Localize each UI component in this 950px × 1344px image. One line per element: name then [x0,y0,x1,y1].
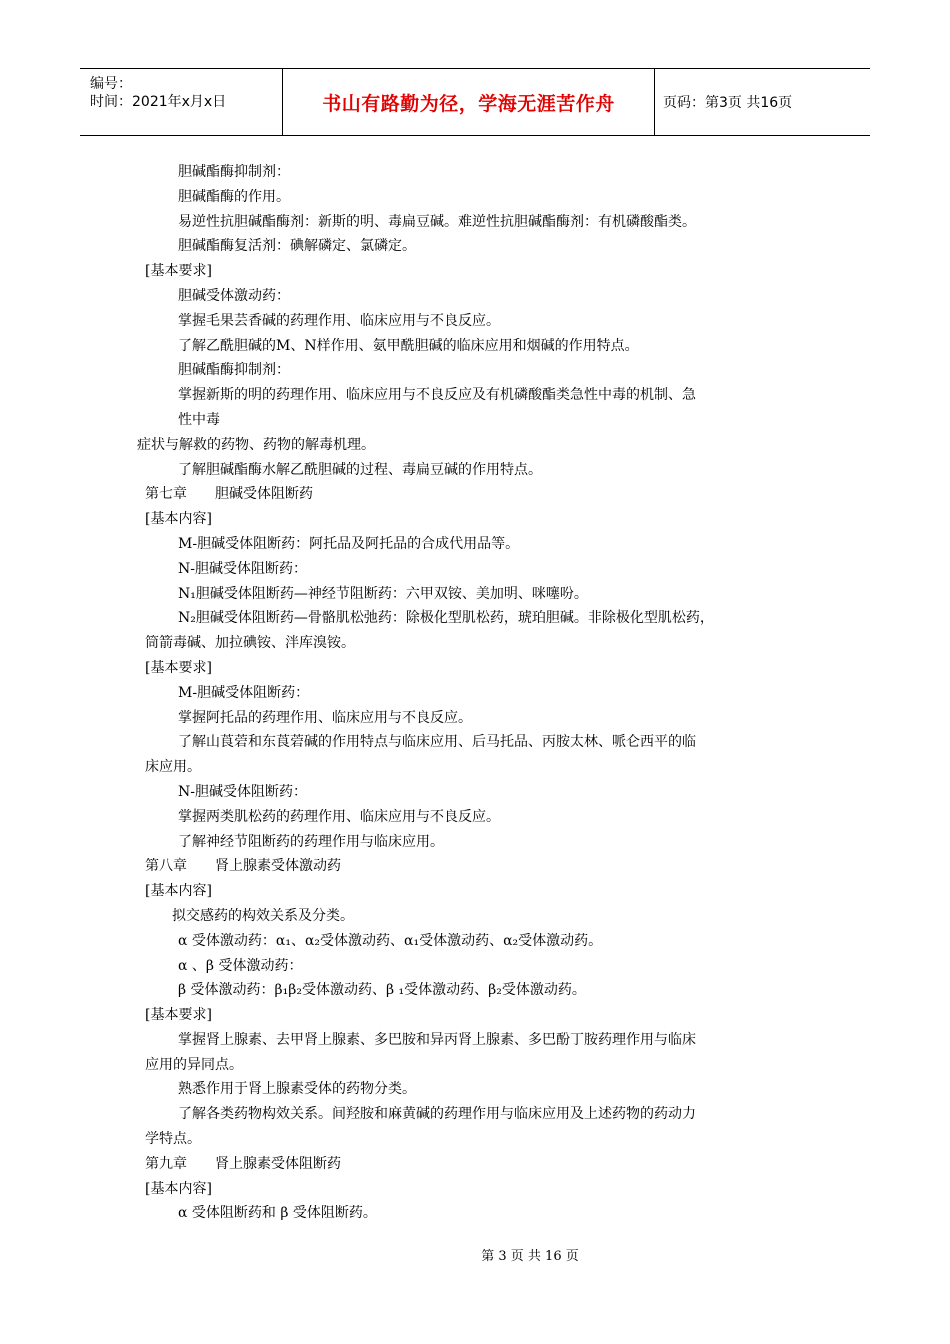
body-line: 床应用。 [145,759,201,776]
section-label: [基本内容] [145,511,212,528]
chapter-heading [145,482,825,507]
body-line: 掌握阿托品的药理作用、临床应用与不良反应。 [178,709,472,726]
body-line: 胆碱酯酶抑制剂： [178,164,290,180]
body-line: 性中毒 [178,411,220,428]
chapter-title: 胆碱受体阻断药 [215,486,313,503]
document-body [137,160,825,1226]
section-label: [基本内容] [145,1180,212,1197]
body-line: M-胆碱受体阻断药： [178,684,310,701]
chapter-number: 第九章 [145,1155,187,1172]
body-line: 胆碱受体激动药： [178,287,290,304]
number-label: 编号： [90,76,132,92]
body-line: α 受体激动药：α₁、α₂受体激动药、α₁受体激动药、α₂受体激动药。 [178,932,603,949]
body-line: N₂胆碱受体阻断药—骨骼肌松弛药：除极化型肌松药，琥珀胆碱。非除极化型肌松药， [178,610,714,627]
section-label: [基本要求] [145,263,212,280]
section-label: [基本要求] [145,1007,212,1024]
body-line: 筒箭毒碱、加拉碘铵、泮库溴铵。 [145,635,355,652]
body-line: 掌握两类肌松药的药理作用、临床应用与不良反应。 [178,808,500,825]
body-line: 学特点。 [145,1131,201,1148]
body-line: β 受体激动药：β₁β₂受体激动药、β ₁受体激动药、β₂受体激动药。 [178,982,586,999]
page-footer [0,1245,950,1264]
page-header [80,68,870,136]
chapter-heading [145,1152,825,1177]
body-line: 掌握肾上腺素、去甲肾上腺素、多巴胺和异丙肾上腺素、多巴酚丁胺药理作用与临床 [178,1031,696,1048]
header-motto-cell [283,69,655,135]
header-meta [80,69,283,135]
body-line: 了解各类药物构效关系。间羟胺和麻黄碱的药理作用与临床应用及上述药物的药动力 [178,1106,696,1123]
date-label: 时间：2021年x月x日 [90,94,227,110]
section-label: [基本要求] [145,659,212,676]
body-line: α 、β 受体激动药： [178,957,303,974]
body-line: N-胆碱受体阻断药： [178,783,307,800]
body-line: 了解神经节阻断药的药理作用与临床应用。 [178,833,444,850]
section-label: [基本内容] [145,883,212,900]
body-line: N-胆碱受体阻断药： [178,560,307,577]
body-line: 了解山莨菪和东莨菪碱的作用特点与临床应用、后马托品、丙胺太林、哌仑西平的临 [178,734,696,751]
body-line: 掌握新斯的明的药理作用、临床应用与不良反应及有机磷酸酯类急性中毒的机制、急 [178,387,696,404]
header-page-cell [655,69,870,135]
body-line: α 受体阻断药和 β 受体阻断药。 [178,1205,377,1222]
body-line: 了解胆碱酯酶水解乙酰胆碱的过程、毒扁豆碱的作用特点。 [178,461,542,478]
body-line: 症状与解救的药物、药物的解毒机理。 [137,436,375,453]
page-label: 页码：第3页 共16页 [663,95,793,111]
body-line: 拟交感药的构效关系及分类。 [172,907,354,924]
chapter-title: 肾上腺素受体激动药 [215,858,341,875]
footer-page-number: 第 3 页 共 16 页 [481,1249,579,1264]
chapter-number: 第八章 [145,858,187,875]
body-line: 胆碱酯酶的作用。 [178,188,290,205]
body-line: 胆碱酯酶复活剂：碘解磷定、氯磷定。 [178,238,416,255]
chapter-heading [145,854,825,879]
body-line: N₁胆碱受体阻断药—神经节阻断药：六甲双铵、美加明、咪噻吩。 [178,585,588,602]
body-line: 了解乙酰胆碱的M、N样作用、氨甲酰胆碱的临床应用和烟碱的作用特点。 [178,337,639,354]
body-line: 熟悉作用于肾上腺素受体的药物分类。 [178,1081,416,1098]
motto-text: 书山有路勤为径，学海无涯苦作舟 [322,92,615,115]
body-line: 易逆性抗胆碱酯酶剂：新斯的明、毒扁豆碱。难逆性抗胆碱酯酶剂：有机磷酸酯类。 [178,213,696,230]
body-line: 胆碱酯酶抑制剂： [178,362,290,379]
body-line: 应用的异同点。 [145,1056,243,1073]
chapter-number: 第七章 [145,486,187,503]
body-line: M-胆碱受体阻断药：阿托品及阿托品的合成代用品等。 [178,535,520,552]
body-line: 掌握毛果芸香碱的药理作用、临床应用与不良反应。 [178,312,500,329]
chapter-title: 肾上腺素受体阻断药 [215,1155,341,1172]
